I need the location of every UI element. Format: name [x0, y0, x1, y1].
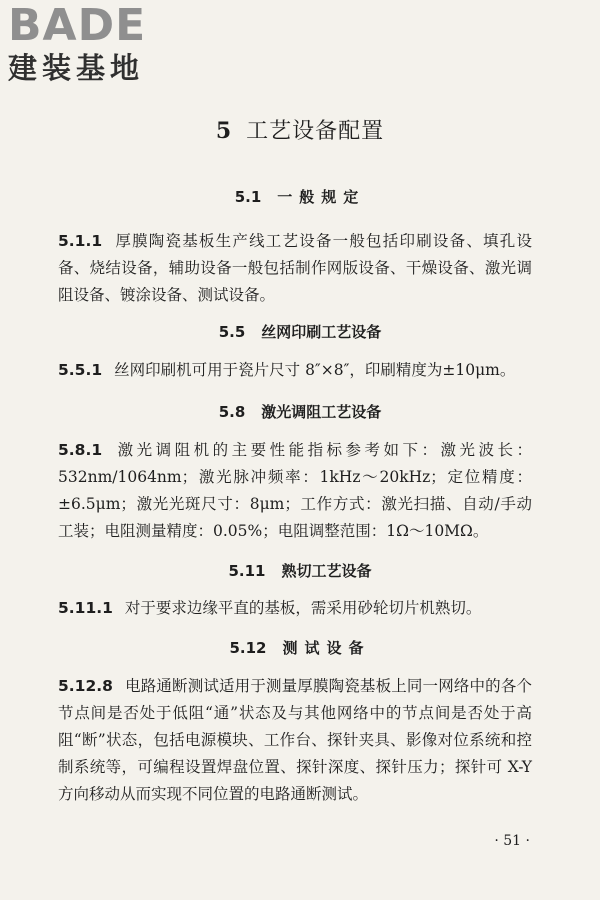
clause-number: 5.8.1: [58, 441, 103, 459]
section-heading-5-1: [0, 186, 600, 207]
clause-5-1-1: [58, 228, 532, 309]
section-heading-5-5: [0, 321, 600, 342]
logo-subtitle: 建装基地: [8, 51, 145, 85]
clause-5-11-1: [58, 595, 532, 622]
clause-5-12-8: [58, 673, 532, 808]
clause-5-8-1: [58, 437, 532, 545]
clause-text: 丝网印刷机可用于瓷片尺寸 8″×8″，印刷精度为±10μm。: [114, 361, 516, 379]
section-title: 丝网印刷工艺设备: [261, 323, 382, 341]
chapter-title: 工艺设备配置: [246, 119, 385, 144]
clause-number: 5.5.1: [58, 361, 103, 379]
page-number: · 51 ·: [494, 833, 530, 849]
clause-5-5-1: [58, 357, 532, 384]
section-title: 测试设备: [282, 639, 371, 657]
section-heading-5-8: [0, 401, 600, 422]
section-heading-5-12: [0, 637, 600, 658]
section-number: 5.12: [229, 639, 267, 657]
clause-text: 对于要求边缘平直的基板，需采用砂轮切片机熟切。: [124, 599, 482, 617]
clause-text: 电路通断测试适用于测量厚膜陶瓷基板上同一网络中的各个节点间是否处于低阻“通”状态及与其他网络中的节点间是否处于高阻“断”状态，包括电源模块、工作台、探针夹具、影像对位系统和控制系统等，可编程设置焊盘位置、探针深度、探针压力；探针可 X-Y 方向移动从而实现不同位置的电路通断测试。: [58, 677, 532, 803]
clause-number: 5.12.8: [58, 677, 113, 695]
chapter-number: 5: [215, 118, 233, 144]
section-number: 5.1: [234, 188, 262, 206]
bade-logo: [8, 2, 178, 86]
section-title: 一般规定: [277, 188, 366, 206]
clause-number: 5.1.1: [58, 232, 103, 250]
section-number: 5.5: [218, 323, 246, 341]
section-title: 激光调阻工艺设备: [261, 403, 382, 421]
section-number: 5.8: [218, 403, 246, 421]
clause-text: 激光调阻机的主要性能指标参考如下：激光波长：532nm/1064nm；激光脉冲频率：1kHz～20kHz；定位精度：±6.5μm；激光光斑尺寸：8μm；工作方式：激光扫描、自动/手动工装；电阻测量精度：0.05%；电阻调整范围：1Ω～10MΩ。: [58, 441, 532, 540]
clause-number: 5.11.1: [58, 599, 113, 617]
section-heading-5-11: [0, 560, 600, 581]
section-title: 熟切工艺设备: [281, 562, 372, 580]
logo-wordmark: BADE: [8, 0, 147, 51]
clause-text: 厚膜陶瓷基板生产线工艺设备一般包括印刷设备、填孔设备、烧结设备，辅助设备一般包括制作网版设备、干燥设备、激光调阻设备、镀涂设备、测试设备。: [58, 232, 532, 304]
section-number: 5.11: [228, 562, 266, 580]
chapter-heading: [0, 114, 600, 145]
